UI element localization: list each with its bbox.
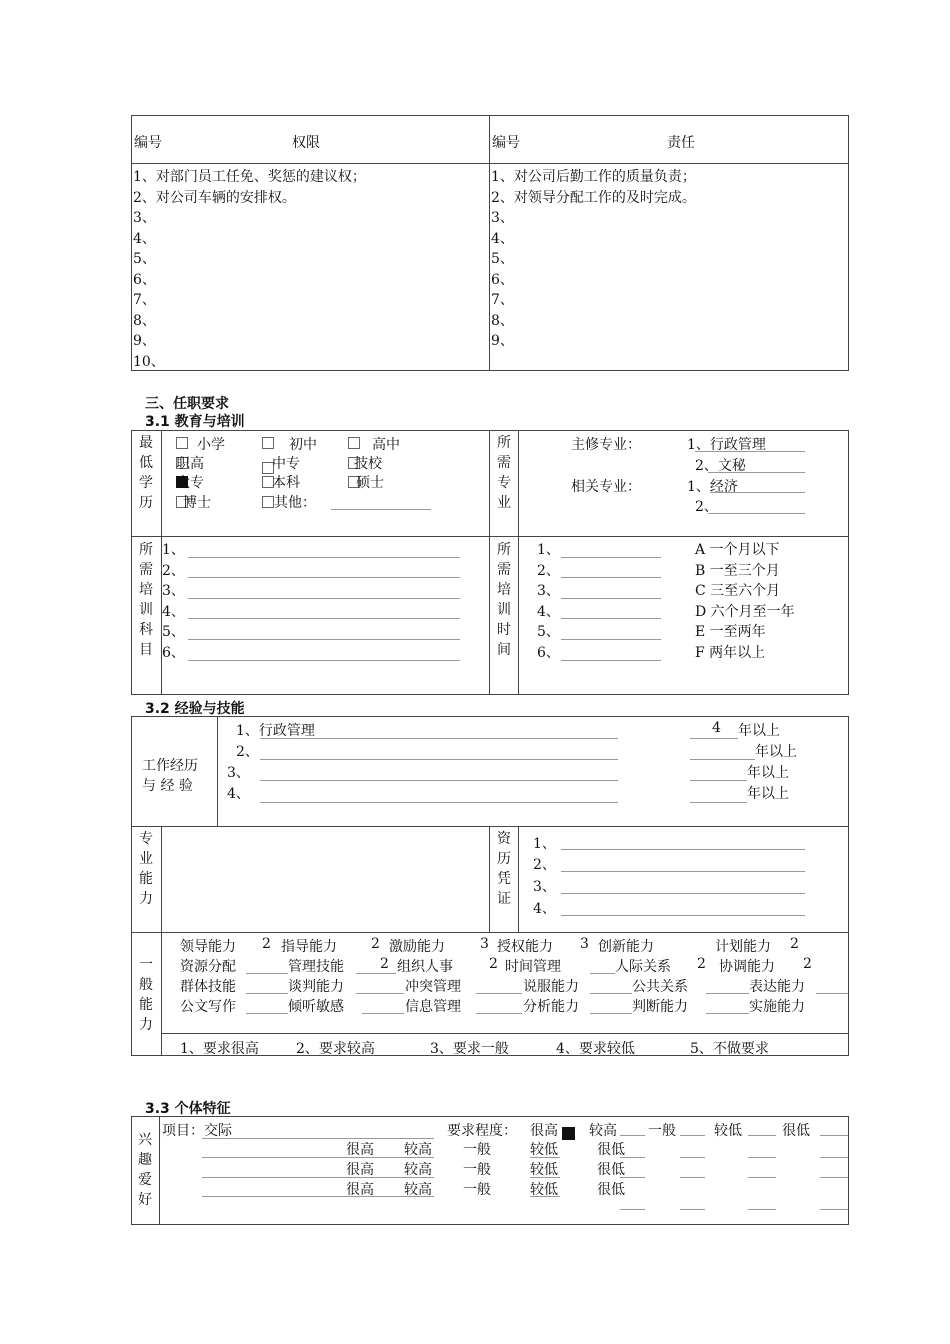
- ability-score: 2: [697, 956, 706, 972]
- cert-input[interactable]: [561, 915, 805, 916]
- list-item: 4、: [162, 603, 185, 620]
- cert-item: 2、: [533, 857, 556, 873]
- subject-input[interactable]: [188, 577, 460, 578]
- list-item: 2、: [537, 562, 560, 579]
- experience-input[interactable]: [260, 780, 618, 781]
- list-item: 1、: [537, 542, 560, 558]
- ability-name: 管理技能: [288, 959, 344, 975]
- subject-input[interactable]: [188, 660, 460, 661]
- level-option: 很高: [346, 1162, 374, 1178]
- list-item: 5、: [491, 251, 514, 267]
- ability-name: 分析能力: [523, 999, 579, 1015]
- list-item: 8、: [133, 312, 156, 329]
- ability-name: 领导能力: [180, 939, 236, 955]
- list-item: D 六个月至一年: [695, 603, 795, 620]
- responsibility-no-header: 编号: [492, 135, 520, 151]
- level-option: 很低: [597, 1142, 625, 1158]
- subject-input[interactable]: [188, 598, 460, 599]
- experience-item: 4、: [227, 786, 250, 802]
- level-option: 较低: [530, 1142, 558, 1158]
- degree-label: 要求程度：: [447, 1123, 517, 1139]
- ability-name: 指导能力: [281, 939, 337, 955]
- list-item: 4、: [133, 230, 156, 247]
- level-option: 较高: [404, 1142, 432, 1158]
- section-title: 三、任职要求: [145, 396, 229, 412]
- list-item: 3、: [491, 210, 514, 226]
- main-major-1: 1、行政管理: [687, 437, 766, 453]
- level-option: 一般: [463, 1182, 491, 1198]
- option-label: 博士: [183, 495, 211, 511]
- subsection-personal: 3.3 个体特征: [145, 1101, 231, 1117]
- ability-score: 2: [790, 936, 799, 952]
- authority-list: [133, 167, 366, 372]
- years-suffix: 年以上: [755, 744, 797, 760]
- experience-item: 3、: [227, 765, 250, 781]
- level-legend: 4、要求较低: [556, 1041, 635, 1057]
- level-option: 很高: [346, 1142, 374, 1158]
- cert-input[interactable]: [561, 893, 805, 894]
- ability-score: 3: [480, 936, 489, 952]
- ability-name: 资源分配: [180, 959, 236, 975]
- authority-no-header: 编号: [134, 135, 162, 151]
- option-label: 初中: [289, 437, 317, 453]
- checkbox-other[interactable]: [262, 496, 274, 508]
- years-suffix: 年以上: [747, 765, 789, 781]
- list-item: 7、: [491, 292, 514, 308]
- subject-input[interactable]: [188, 618, 460, 619]
- time-input[interactable]: [561, 557, 661, 558]
- time-input[interactable]: [561, 618, 661, 619]
- level-option: 较高: [404, 1182, 432, 1198]
- cert-item: 4、: [533, 901, 556, 917]
- list-item: 6、: [133, 271, 156, 288]
- list-item: 6、: [537, 644, 560, 661]
- list-item: 3、: [162, 583, 185, 599]
- cert-item: 3、: [533, 879, 556, 895]
- list-item: 4、: [491, 230, 514, 247]
- list-item: 1、对部门员工任免、奖惩的建议权；: [133, 169, 366, 185]
- list-item: 4、: [537, 603, 560, 620]
- level-legend: 1、要求很高: [180, 1041, 259, 1057]
- list-item: 7、: [133, 292, 156, 308]
- responsibility-list: [491, 167, 696, 352]
- ability-name: 表达能力: [749, 979, 805, 995]
- list-item: 9、: [133, 333, 156, 349]
- subsection-education: 3.1 教育与培训: [145, 414, 245, 430]
- level-option: 一般: [463, 1142, 491, 1158]
- hobby-input[interactable]: [202, 1138, 434, 1139]
- list-item: 5、: [162, 624, 185, 640]
- list-item: 1、: [162, 542, 185, 558]
- training-subject-list: [162, 540, 185, 663]
- experience-label: 与 经 验: [142, 778, 193, 794]
- ability-name: 人际关系: [615, 959, 671, 975]
- other-input[interactable]: [331, 509, 431, 510]
- list-item: 2、对领导分配工作的及时完成。: [491, 189, 696, 206]
- related-major-2: 2、: [695, 499, 718, 515]
- list-item: 8、: [491, 312, 514, 329]
- ability-name: 倾听敏感: [288, 999, 344, 1015]
- related-major-label: 相关专业：: [571, 479, 641, 495]
- option-label: 大专: [176, 475, 204, 491]
- min-education-label: 最低学历: [139, 435, 153, 511]
- ability-score: 3: [580, 936, 589, 952]
- ability-name: 信息管理: [405, 999, 461, 1015]
- experience-input[interactable]: [260, 738, 618, 739]
- ability-score: 2: [380, 956, 389, 972]
- level-option: 很低: [782, 1123, 810, 1139]
- level-option: 很低: [597, 1162, 625, 1178]
- ability-name: 组织人事: [397, 959, 453, 975]
- years-suffix: 年以上: [738, 723, 780, 739]
- level-option: 较低: [714, 1123, 742, 1139]
- list-item: 10、: [133, 353, 165, 370]
- level-legend: 3、要求一般: [430, 1041, 509, 1057]
- ability-score: 2: [262, 936, 271, 952]
- ability-name: 计划能力: [715, 939, 771, 955]
- list-item: 6、: [162, 644, 185, 661]
- ability-name: 协调能力: [719, 959, 775, 975]
- main-major-label: 主修专业：: [571, 437, 641, 453]
- checkbox-junior-high[interactable]: [262, 437, 274, 449]
- general-ability-label: 一般能力: [139, 957, 153, 1033]
- main-major-2: 2、文秘: [695, 458, 746, 474]
- list-item: 3、: [133, 210, 156, 226]
- option-label: 职高: [176, 456, 204, 472]
- ability-name: 公文写作: [180, 999, 236, 1015]
- list-item: C 三至六个月: [695, 583, 781, 599]
- list-item: B 一至三个月: [695, 562, 780, 579]
- training-time-list: [537, 540, 560, 663]
- time-input[interactable]: [561, 577, 661, 578]
- level-option: 较高: [404, 1162, 432, 1178]
- certificate-label: 资历凭证: [497, 831, 511, 907]
- level-option: 一般: [648, 1123, 676, 1139]
- list-item: 5、: [537, 624, 560, 640]
- option-label: 小学: [197, 437, 225, 453]
- responsibility-header: 责任: [667, 135, 695, 151]
- authority-header: 权限: [292, 135, 320, 151]
- option-label: 技校: [354, 456, 382, 472]
- ability-score: 2: [371, 936, 380, 952]
- level-legend: 5、不做要求: [690, 1041, 769, 1057]
- level-option: 较低: [530, 1182, 558, 1198]
- checkbox-primary[interactable]: [176, 437, 188, 449]
- cert-input[interactable]: [561, 849, 805, 850]
- ability-name: 冲突管理: [405, 979, 461, 995]
- subject-input[interactable]: [188, 639, 460, 640]
- item-label: 项目：交际: [162, 1123, 232, 1139]
- list-item: 3、: [537, 583, 560, 599]
- ability-score: 2: [489, 956, 498, 972]
- ability-name: 时间管理: [505, 959, 561, 975]
- ability-name: 实施能力: [749, 999, 805, 1015]
- training-subjects-label: 所需培训科目: [139, 542, 153, 658]
- ability-name: 公共关系: [632, 979, 688, 995]
- experience-label: 工作经历: [142, 758, 198, 774]
- list-item: E 一至两年: [695, 624, 766, 640]
- years-input[interactable]: [690, 738, 738, 739]
- hobby-label: 兴趣爱好: [138, 1132, 152, 1208]
- level-option: 一般: [463, 1162, 491, 1178]
- level-legend: 2、要求较高: [296, 1041, 375, 1057]
- time-input[interactable]: [561, 660, 661, 661]
- option-label: 硕士: [356, 475, 384, 491]
- experience-input[interactable]: [260, 759, 618, 760]
- list-item: 2、对公司车辆的安排权。: [133, 189, 296, 206]
- years-input[interactable]: [690, 780, 747, 781]
- time-input[interactable]: [561, 639, 661, 640]
- years-input[interactable]: [690, 802, 747, 803]
- years-input[interactable]: [690, 759, 755, 760]
- experience-years: 4: [712, 720, 721, 736]
- subject-input[interactable]: [188, 557, 460, 558]
- cert-item: 1、: [533, 836, 556, 852]
- major-label: 所需专业: [497, 435, 511, 511]
- ability-name: 谈判能力: [288, 979, 344, 995]
- related-major-1: 1、经济: [687, 479, 738, 495]
- list-item: 2、: [162, 562, 185, 579]
- ability-score: 2: [803, 956, 812, 972]
- list-item: 1、对公司后勤工作的质量负责；: [491, 169, 696, 185]
- level-option: 很高: [530, 1123, 558, 1139]
- checkbox-senior-high[interactable]: [348, 437, 360, 449]
- list-item: 5、: [133, 251, 156, 267]
- option-label: 本科: [272, 475, 300, 491]
- list-item: A 一个月以下: [695, 542, 780, 558]
- experience-item: 1、行政管理: [236, 723, 315, 739]
- ability-name: 判断能力: [632, 999, 688, 1015]
- cert-input[interactable]: [561, 871, 805, 872]
- list-item: 9、: [491, 333, 514, 349]
- subsection-experience: 3.2 经验与技能: [145, 701, 245, 717]
- level-option: 很低: [597, 1182, 625, 1198]
- ability-name: 创新能力: [598, 939, 654, 955]
- level-option: 较高: [589, 1123, 617, 1139]
- training-time-label: 所需培训时间: [497, 542, 511, 658]
- ability-name: 群体技能: [180, 979, 236, 995]
- list-item: 6、: [491, 271, 514, 288]
- experience-item: 2、: [236, 744, 259, 760]
- professional-ability-label: 专业能力: [139, 831, 153, 907]
- time-input[interactable]: [561, 598, 661, 599]
- level-option: 较低: [530, 1162, 558, 1178]
- training-time-options: [695, 540, 795, 663]
- ability-name: 说服能力: [523, 979, 579, 995]
- ability-name: 授权能力: [497, 939, 553, 955]
- years-suffix: 年以上: [747, 786, 789, 802]
- option-label: 高中: [372, 437, 400, 453]
- level-option: 很高: [346, 1182, 374, 1198]
- experience-input[interactable]: [260, 802, 618, 803]
- option-label: 其他：: [274, 495, 316, 511]
- list-item: F 两年以上: [695, 644, 766, 661]
- option-label: 中专: [272, 456, 300, 472]
- level-checkbox-very-high[interactable]: [562, 1127, 575, 1140]
- ability-name: 激励能力: [389, 939, 445, 955]
